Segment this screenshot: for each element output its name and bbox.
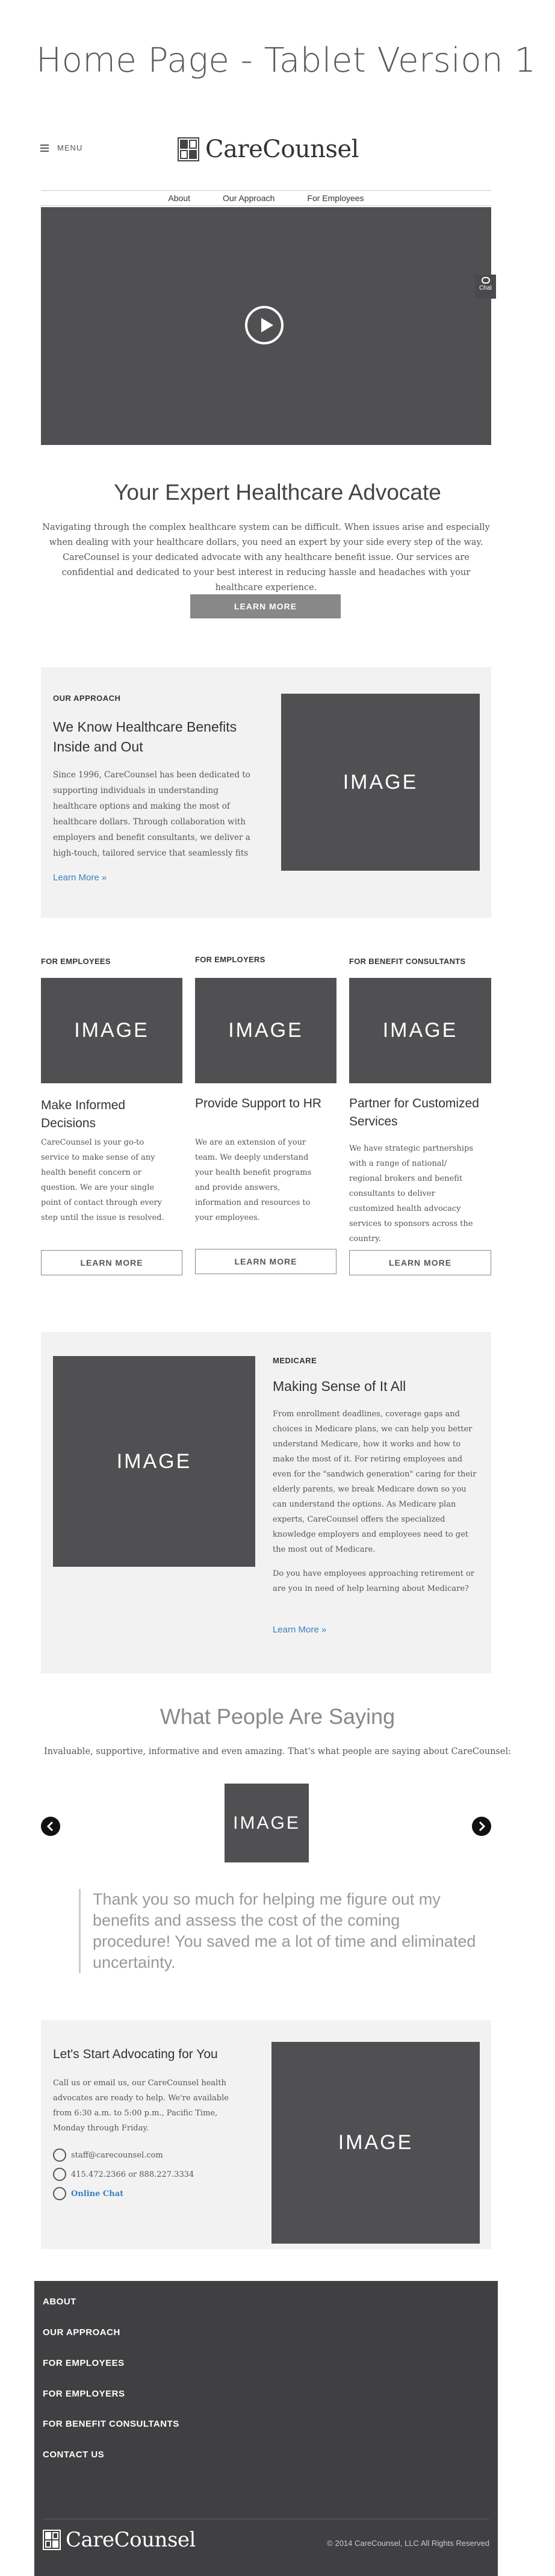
col-heading-consultants: Partner for Customized Services — [349, 1097, 479, 1128]
nav-item-for-employees[interactable]: For Employees — [307, 193, 364, 203]
col-image-consultants: IMAGE — [349, 978, 491, 1083]
logo-mark-icon — [178, 137, 199, 161]
copyright: © 2014 CareCounsel, LLC All Rights Reserved — [327, 2539, 489, 2548]
medicare-body-2: Do you have employees approaching retirement or are you in need of help learning about Medicare? — [273, 1569, 475, 1593]
footer-link-about[interactable]: ABOUT — [43, 2297, 76, 2307]
contact-heading: Let's Start Advocating for You — [53, 2047, 218, 2061]
contact-panel — [41, 2020, 491, 2249]
testimonial-quote: Thank you so much for helping me figure out my benefits and assess the cost of the coming procedure! You saved me a lot of time and eliminated uncertainty. — [79, 1889, 476, 1973]
contact-phone[interactable]: 415.472.2366 or 888.227.3334 — [71, 2170, 194, 2179]
contact-email[interactable]: staff@carecounsel.com — [71, 2150, 163, 2160]
contact-body: Call us or email us, our CareCounsel health advocates are ready to help. We're available from 6:30 a.m. to 5:00 p.m., Pacific Time, Monday through Friday. — [53, 2079, 229, 2133]
advocate-title: Your Expert Healthcare Advocate — [114, 480, 441, 505]
col-button-employees[interactable]: LEARN MORE — [41, 1250, 182, 1275]
col-image-employees: IMAGE — [41, 978, 182, 1083]
testimonial-image: IMAGE — [225, 1784, 309, 1862]
col-kicker-consultants: FOR BENEFIT CONSULTANTS — [349, 957, 466, 966]
main-nav — [41, 190, 491, 206]
col-body-employees: CareCounsel is your go-to service to make sense of any health benefit concern or question. We are your single point of contact through every step until the issue is resolved. — [41, 1138, 164, 1222]
col-heading-employees: Make Informed Decisions — [41, 1098, 126, 1130]
medicare-image: IMAGE — [53, 1356, 255, 1567]
medicare-kicker: MEDICARE — [273, 1356, 317, 1365]
chat-icon — [482, 277, 490, 284]
contact-chat-row[interactable] — [53, 2187, 123, 2200]
footer-logo-mark-icon — [43, 2530, 61, 2550]
contact-chat[interactable]: Online Chat — [71, 2189, 124, 2198]
testimonials-subtitle: Invaluable, supportive, informative and even amazing. That's what people are saying about CareCounsel: — [44, 1747, 511, 1756]
menu-button[interactable] — [40, 143, 82, 152]
advocate-learn-more-button[interactable]: LEARN MORE — [190, 594, 341, 618]
approach-heading: We Know Healthcare Benefits Inside and Out — [53, 719, 237, 754]
col-kicker-employers: FOR EMPLOYERS — [195, 955, 265, 964]
col-kicker-employees: FOR EMPLOYEES — [41, 957, 111, 966]
approach-panel — [41, 667, 491, 918]
hamburger-icon — [40, 145, 49, 152]
col-heading-employers: Provide Support to HR — [195, 1097, 322, 1110]
footer-link-contact-us[interactable]: CONTACT US — [43, 2450, 105, 2460]
play-icon[interactable] — [245, 306, 284, 344]
phone-icon — [53, 2168, 66, 2181]
chat-circle-icon — [53, 2187, 66, 2200]
col-body-consultants: We have strategic partnerships with a range of national/ regional brokers and benefit consultants to deliver customized health advocacy services to sponsors across the country. — [349, 1144, 474, 1243]
next-arrow-icon[interactable] — [472, 1817, 491, 1836]
approach-body: Since 1996, CareCounsel has been dedicated to supporting individuals in understanding healthcare options and making the most of healthcare dollars. Through collaboration with employers and benefit consultants, we deliver a high-touch, tailored service that seamlessly fits — [53, 770, 250, 858]
testimonials-title: What People Are Saying — [160, 1704, 395, 1729]
col-image-employers: IMAGE — [195, 978, 336, 1083]
medicare-body-1: From enrollment deadlines, coverage gaps and choices in Medicare plans, we can help you better understand Medicare, how it works and how to make the most of it. For retiring employees and even for the "sandwich generation" caring for their elderly parents, we break Medicare down so you can understand the options. As Medicare plan experts, CareCounsel offers the specialized knowledge employers and employees need to get the most out of Medicare. — [273, 1410, 477, 1554]
contact-phone-row[interactable] — [53, 2168, 194, 2181]
logo[interactable] — [178, 135, 359, 163]
nav-item-our-approach[interactable]: Our Approach — [223, 193, 275, 203]
contact-email-row[interactable] — [53, 2148, 163, 2162]
col-button-employers[interactable]: LEARN MORE — [195, 1249, 336, 1274]
contact-image: IMAGE — [271, 2042, 480, 2244]
page-title: Home Page - Tablet Version 1 — [36, 41, 536, 80]
col-body-employers: We are an extension of your team. We deeply understand your health benefit programs and provide answers, information and resources to your employees. — [195, 1138, 312, 1222]
hero-video[interactable] — [41, 207, 491, 445]
nav-item-about[interactable]: About — [168, 193, 191, 203]
footer-link-for-employees[interactable]: FOR EMPLOYEES — [43, 2358, 125, 2368]
footer-link-our-approach[interactable]: OUR APPROACH — [43, 2327, 120, 2338]
prev-arrow-icon[interactable] — [41, 1817, 60, 1836]
medicare-heading: Making Sense of It All — [273, 1378, 406, 1394]
approach-image: IMAGE — [281, 694, 480, 871]
footer — [34, 2281, 498, 2576]
chat-tab[interactable] — [475, 275, 496, 299]
footer-link-for-benefit-consultants[interactable]: FOR BENEFIT CONSULTANTS — [43, 2419, 179, 2429]
logo-text: CareCounsel — [205, 135, 359, 163]
email-icon — [53, 2148, 66, 2162]
footer-link-for-employers[interactable]: FOR EMPLOYERS — [43, 2389, 125, 2399]
footer-logo-text: CareCounsel — [66, 2528, 196, 2552]
approach-kicker: OUR APPROACH — [53, 694, 121, 703]
chat-label: Chat — [479, 285, 492, 291]
medicare-panel — [41, 1332, 491, 1673]
footer-logo[interactable] — [43, 2528, 196, 2552]
medicare-learn-more-link[interactable]: Learn More » — [273, 1625, 327, 1635]
advocate-body: Navigating through the complex healthcare system can be difficult. When issues arise and especially when dealing with your healthcare dollars, you need an expert by your side every step of the way. CareCounsel is your dedicated advocate with any healthcare benefit issue. Our services are confidential and dedicated to your best interest in reducing hassle and headaches with your healthcare experience. — [42, 523, 490, 593]
approach-learn-more-link[interactable]: Learn More » — [53, 873, 107, 883]
col-button-consultants[interactable]: LEARN MORE — [349, 1250, 491, 1275]
menu-label: MENU — [57, 143, 83, 152]
